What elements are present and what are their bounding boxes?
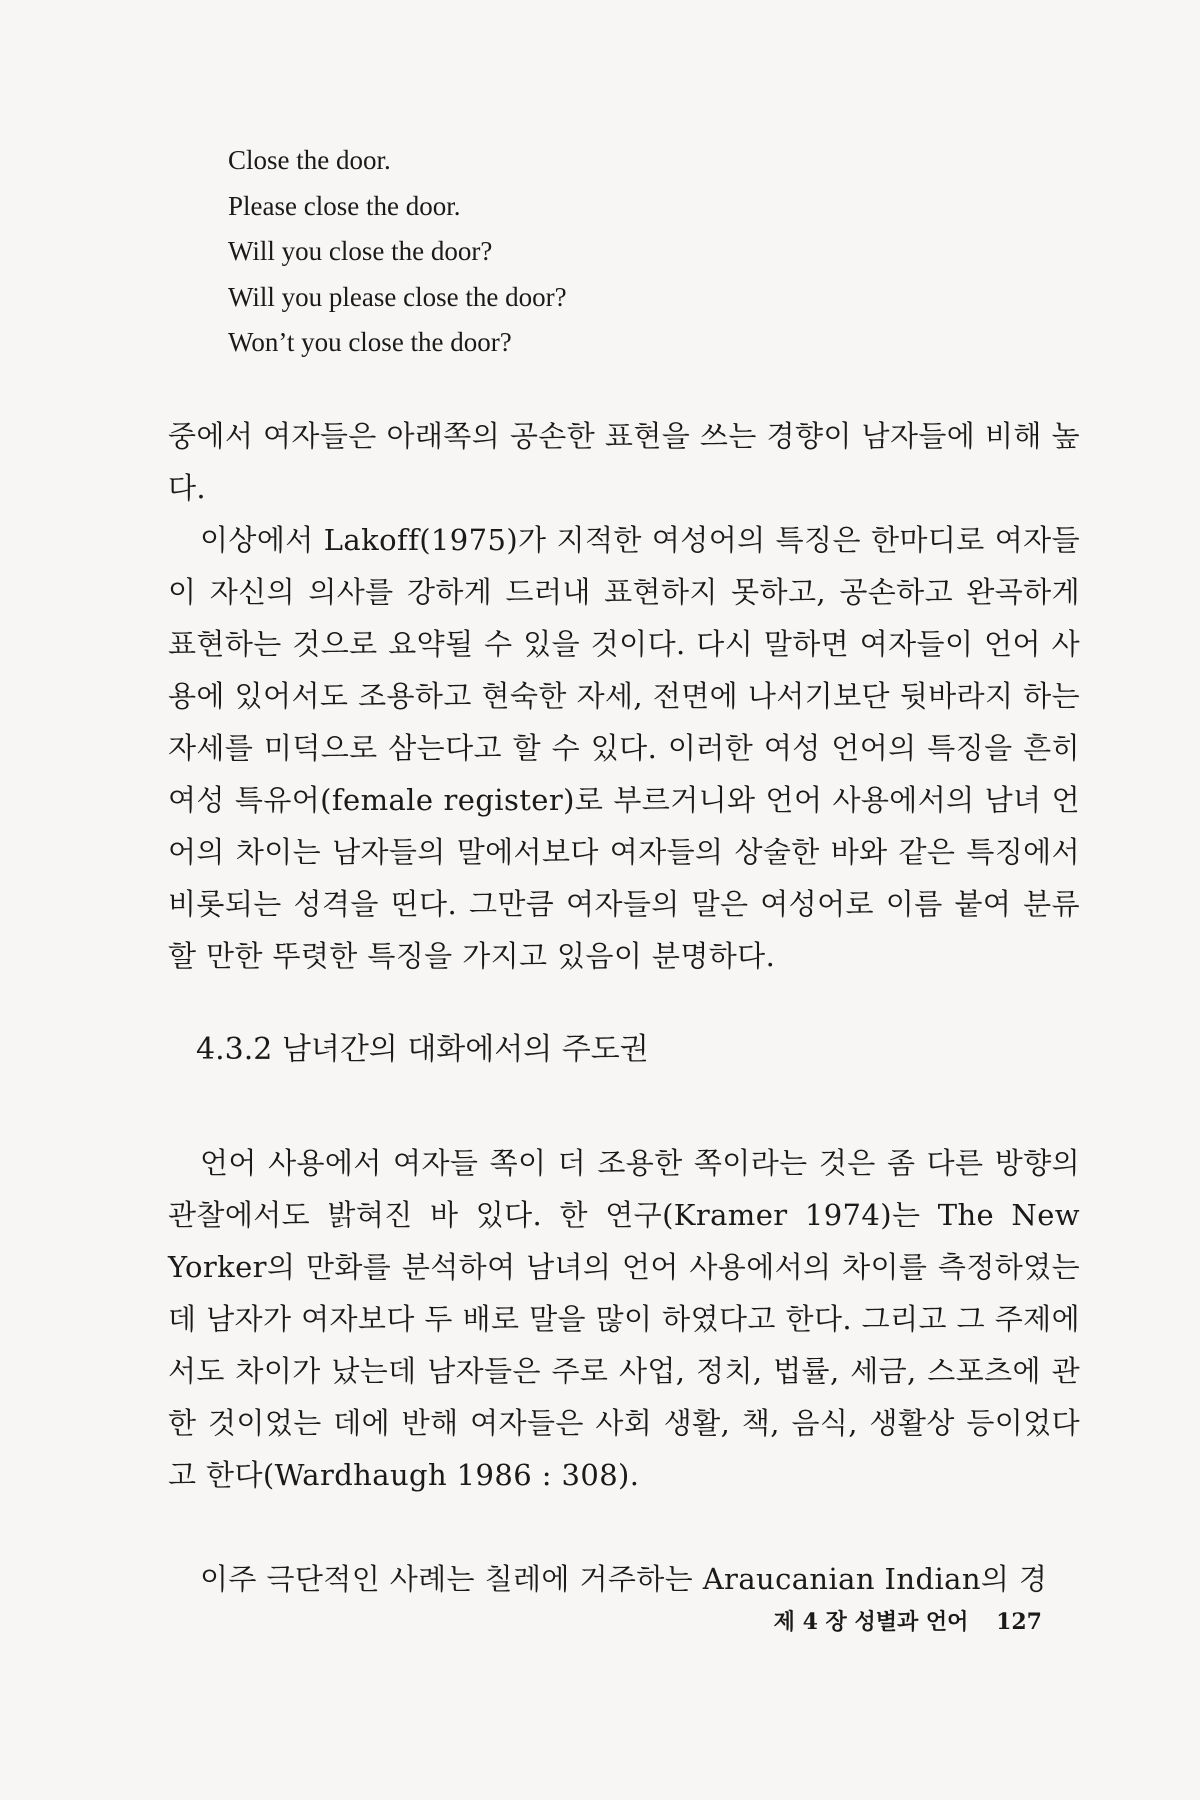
example-sentence: Close the door. xyxy=(228,145,391,175)
example-sentence: Please close the door. xyxy=(228,190,461,221)
paragraph-continuation xyxy=(168,410,1080,514)
section-heading: 4.3.2 남녀간의 대화에서의 주도권 xyxy=(196,1032,649,1067)
paragraph-conversation-study xyxy=(168,1137,1080,1501)
example-sentence: Won’t you close the door? xyxy=(228,327,512,357)
page-footer xyxy=(774,1605,1042,1636)
paragraph-lakoff-summary xyxy=(168,514,1080,982)
chapter-title: 제 4 장 성별과 언어 xyxy=(773,1609,969,1635)
example-sentence: Will you please close the door? xyxy=(228,281,567,312)
paragraph-text: 언어 사용에서 여자들 쪽이 더 조용한 쪽이라는 것은 좀 다른 방향의 관찰에서도 밝혀진 바 있다. 한 연구(Kramer 1974)는 The New Yorker의 만화를 분석하여 남녀의 언어 사용에서의 차이를 측정하였는데 남자가 여자보다 두 배로 말을 많이 하였다고 한다. 그리고 그 주제에서도 차이가 났는데 남자들은 주로 사업, 정치, 법률, 세금, 스포츠에 관한 것이었는 데에 반해 여자들은 사회 생활, 책, 음식, 생활상 등이었다고 한다(Wardhaugh 1986 : 308). xyxy=(168,1146,1080,1492)
paragraph-text: 중에서 여자들은 아래쪽의 공손한 표현을 쓰는 경향이 남자들에 비해 높다. xyxy=(168,419,1080,505)
page-number: 127 xyxy=(996,1609,1042,1635)
paragraph-text: 이주 극단적인 사례는 칠레에 거주하는 Araucanian Indian의 경 xyxy=(200,1562,1048,1596)
example-sentences xyxy=(228,138,928,366)
example-sentence: Will you close the door? xyxy=(228,236,493,266)
paragraph-extreme-case xyxy=(168,1553,1080,1605)
paragraph-text: 이상에서 Lakoff(1975)가 지적한 여성어의 특징은 한마디로 여자들이 자신의 의사를 강하게 드러내 표현하지 못하고, 공손하고 완곡하게 표현하는 것으로 요약될 수 있을 것이다. 다시 말하면 여자들이 언어 사용에 있어서도 조용하고 현숙한 자세, 전면에 나서기보단 뒷바라지 하는 자세를 미덕으로 삼는다고 할 수 있다. 이러한 여성 언어의 특징을 흔히 여성 특유어(female register)로 부르거니와 언어 사용에서의 남녀 언어의 차이는 남자들의 말에서보다 여자들의 상술한 바와 같은 특징에서 비롯되는 성격을 띤다. 그만큼 여자들의 말은 여성어로 이름 붙여 분류할 만한 뚜렷한 특징을 가지고 있음이 분명하다. xyxy=(168,523,1080,973)
